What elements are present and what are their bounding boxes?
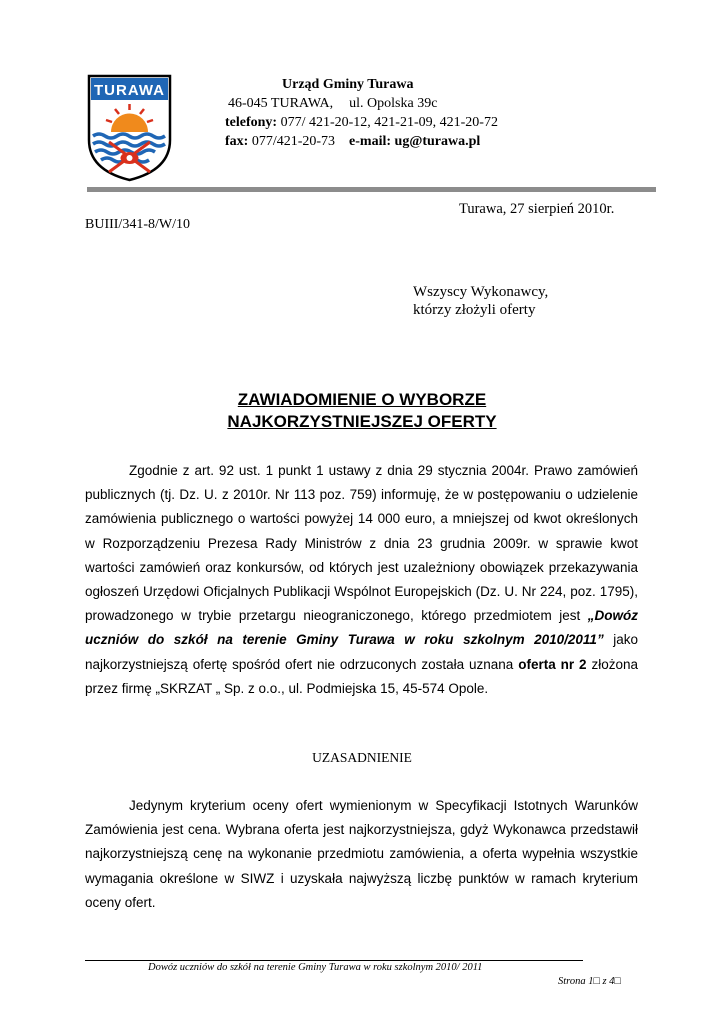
- phone-numbers: 077/ 421-20-12, 421-21-09, 421-20-72: [280, 115, 498, 130]
- email-address: ug@turawa.pl: [394, 134, 481, 149]
- recipient-line-2: którzy złożyli oferty: [413, 302, 536, 318]
- justification-paragraph: Jedynym kryterium oceny ofert wymienionym w Specyfikacji Istotnych Warunków Zamówienia jest cena. Wybrana oferta jest najkorzystniejsza, gdyż Wykonawca przedstawił najkorzystniejszą cenę na wykonanie przedmiotu zamówienia, a oferta wypełnia wszystkie wymagania określone w SIWZ i uzyskała najwyższą liczbę punktów w ramach kryterium oceny ofert.: [85, 798, 638, 910]
- email-label: e-mail:: [349, 134, 392, 149]
- contract-subject: „Dowóz uczniów do szkół na terenie Gminy Turawa w roku szkolnym 2010/2011”: [85, 608, 638, 648]
- decision-paragraph: [85, 459, 638, 701]
- document-title-line-2: NAJKORZYSTNIEJSZEJ OFERTY: [227, 412, 497, 431]
- selected-offer: oferta nr 2: [518, 656, 587, 672]
- office-name: Urząd Gminy Turawa: [282, 77, 414, 92]
- fax-email-line: [225, 132, 480, 151]
- fax-label: fax:: [225, 134, 249, 149]
- decision-text-1: Zgodnie z art. 92 ust. 1 punkt 1 ustawy z dnia 29 stycznia 2004r. Prawo zamówień publicznych (tj. Dz. U. z 2010r. Nr 113 poz. 759) informuję, że w postępowaniu o udzielenie zamówienia publicznego o wartości powyżej 14 000 euro, a mniejszej od kwot określonych w Rozporządzeniu Prezesa Rady Ministrów z dnia 23 grudnia 2009r. w sprawie kwot wartości zamówień oraz konkursów, od których jest uzależniony obowiązek przekazywania ogłoszeń Urzędowi Oficjalnych Publikacji Wspólnot Europejskich (Dz. U. Nr 224, poz. 1795), prowadzonego w trybie przetargu nieograniczonego, którego przedmiotem jest: [85, 463, 638, 624]
- office-address: [228, 94, 437, 113]
- page-number: Strona 1□ z 4□: [558, 976, 621, 987]
- footer-separator: [85, 960, 583, 961]
- fax-number: 077/421-20-73: [251, 134, 336, 149]
- phone-line: [225, 113, 498, 132]
- turawa-coat-of-arms-logo: [87, 74, 172, 182]
- decision-text-3: złożona przez firmę „SKRZAT „ Sp. z o.o., ul. Podmiejska 15, 45-574 Opole.: [85, 656, 638, 696]
- justification-heading: UZASADNIENIE: [312, 750, 412, 765]
- postal-city: 46-045 TURAWA,: [228, 96, 334, 111]
- letter-date: Turawa, 27 sierpień 2010r.: [459, 201, 615, 217]
- recipient-line-1: Wszyscy Wykonawcy,: [413, 284, 549, 300]
- street-address: ul. Opolska 39c: [349, 96, 438, 111]
- logo-text: TURAWA: [94, 82, 165, 99]
- letterhead-separator: [87, 187, 656, 192]
- document-title-line-1: ZAWIADOMIENIE O WYBORZE: [237, 390, 487, 409]
- phones-label: telefony:: [225, 115, 278, 130]
- footer-caption: Dowóz uczniów do szkół na terenie Gminy Turawa w roku szkolnym 2010/ 2011: [148, 962, 483, 973]
- decision-text-2: jako najkorzystniejszą ofertę spośród ofert nie odrzuconych została uznana: [85, 632, 638, 672]
- reference-number: BUIII/341-8/W/10: [85, 217, 190, 232]
